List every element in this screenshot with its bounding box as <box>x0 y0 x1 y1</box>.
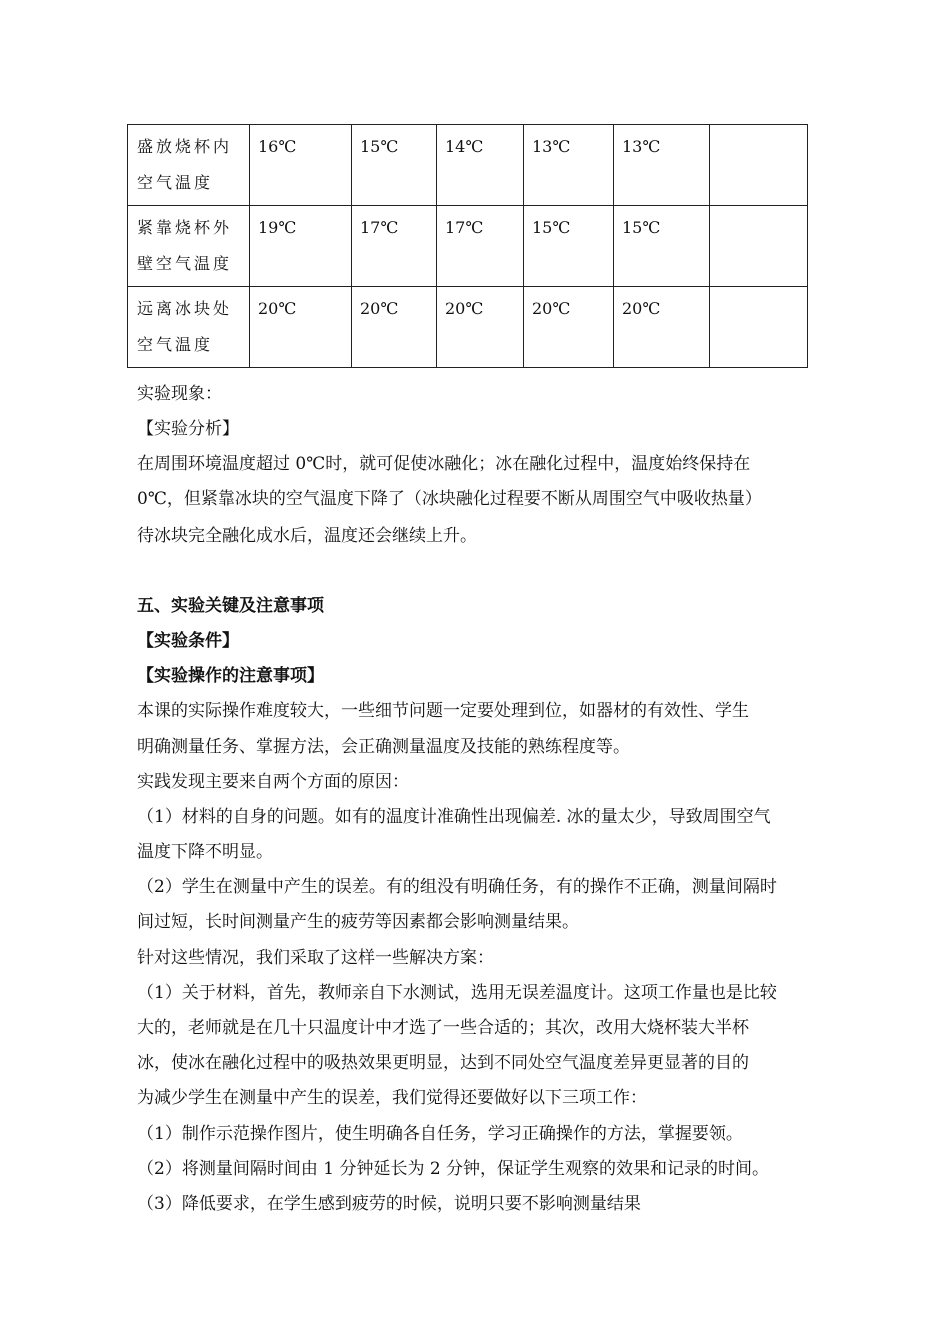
table-cell: 16℃ <box>250 125 352 206</box>
row-label: 紧靠烧杯外 壁空气温度 <box>128 206 250 287</box>
table-cell <box>710 287 808 368</box>
table-cell: 15℃ <box>614 206 710 287</box>
table-cell: 13℃ <box>614 125 710 206</box>
paragraph-line: 冰，使冰在融化过程中的吸热效果更明显，达到不同处空气温度差异更显著的目的 <box>137 1053 749 1073</box>
table-cell: 17℃ <box>352 206 437 287</box>
paragraph-line: 本课的实际操作难度较大，一些细节问题一定要处理到位，如器材的有效性、学生 <box>137 701 749 721</box>
paragraph-line: 0℃，但紧靠冰块的空气温度下降了（冰块融化过程要不断从周围空气中吸收热量） <box>137 489 762 509</box>
table-cell: 20℃ <box>524 287 614 368</box>
paragraph-line: 针对这些情况，我们采取了这样一些解决方案： <box>137 948 494 968</box>
table-cell: 14℃ <box>437 125 524 206</box>
table-cell: 13℃ <box>524 125 614 206</box>
table-cell: 15℃ <box>352 125 437 206</box>
paragraph-line: （1）关于材料，首先，教师亲自下水测试，选用无误差温度计。这项工作量也是比较 <box>137 983 777 1003</box>
paragraph-line: 温度下降不明显。 <box>137 842 273 862</box>
paragraph-line: 为减少学生在测量中产生的误差，我们觉得还要做好以下三项工作： <box>137 1088 647 1108</box>
table-cell <box>710 206 808 287</box>
table-cell: 20℃ <box>352 287 437 368</box>
paragraph-line: 明确测量任务、掌握方法，会正确测量温度及技能的熟练程度等。 <box>137 737 630 757</box>
table-cell: 19℃ <box>250 206 352 287</box>
paragraph-line: 大的，老师就是在几十只温度计中才选了一些合适的；其次，改用大烧杯装大半杯 <box>137 1018 749 1038</box>
paragraph-line: 实践发现主要来自两个方面的原因： <box>137 772 409 792</box>
paragraph-line: 待冰块完全融化成水后，温度还会继续上升。 <box>137 526 477 546</box>
paragraph-line: （1）材料的自身的问题。如有的温度计准确性出现偏差. 冰的量太少，导致周围空气 <box>137 807 771 827</box>
table-row <box>128 125 808 206</box>
paragraph-line: （2）将测量间隔时间由 1 分钟延长为 2 分钟，保证学生观察的效果和记录的时间。 <box>137 1159 770 1179</box>
table-cell: 17℃ <box>437 206 524 287</box>
experiment-phenomenon-label: 实验现象： <box>137 384 222 404</box>
table-row <box>128 287 808 368</box>
paragraph-line: 间过短，长时间测量产生的疲劳等因素都会影响测量结果。 <box>137 912 579 932</box>
section-heading: 五、实验关键及注意事项 <box>137 596 324 616</box>
table-row <box>128 206 808 287</box>
paragraph-line: （1）制作示范操作图片，使生明确各自任务，学习正确操作的方法，掌握要领。 <box>137 1124 743 1144</box>
table-cell: 20℃ <box>614 287 710 368</box>
row-label: 远离冰块处 空气温度 <box>128 287 250 368</box>
row-label: 盛放烧杯内 空气温度 <box>128 125 250 206</box>
table-cell: 20℃ <box>437 287 524 368</box>
table-cell: 15℃ <box>524 206 614 287</box>
experiment-analysis-heading: 【实验分析】 <box>137 419 239 439</box>
operation-notes-heading: 【实验操作的注意事项】 <box>137 666 324 686</box>
experiment-conditions-heading: 【实验条件】 <box>137 631 239 651</box>
paragraph-line: （2）学生在测量中产生的误差。有的组没有明确任务，有的操作不正确，测量间隔时 <box>137 877 777 897</box>
paragraph-line: 在周围环境温度超过 0℃时，就可促使冰融化；冰在融化过程中，温度始终保持在 <box>137 454 751 474</box>
table-cell: 20℃ <box>250 287 352 368</box>
paragraph-line: （3）降低要求，在学生感到疲劳的时候，说明只要不影响测量结果 <box>137 1194 641 1214</box>
temperature-table <box>127 124 808 368</box>
table-cell <box>710 125 808 206</box>
